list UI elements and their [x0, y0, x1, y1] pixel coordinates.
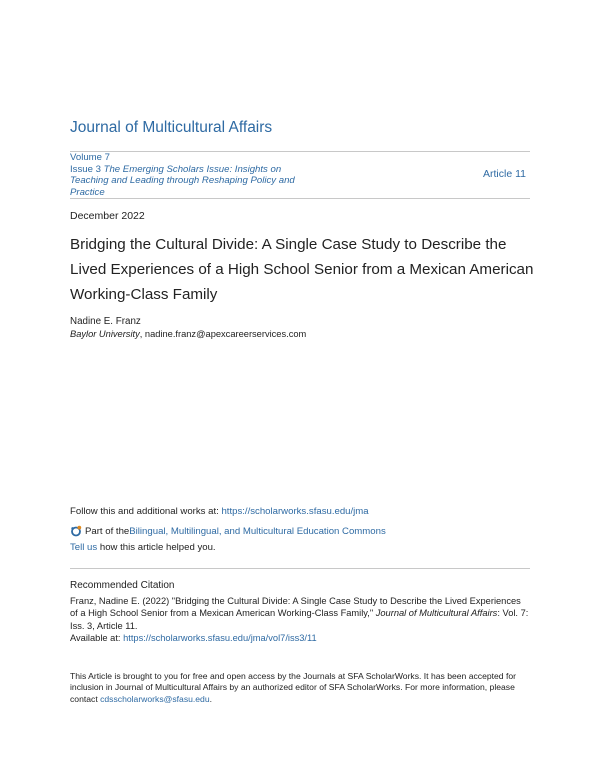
- volume-issue-block[interactable]: [70, 152, 310, 198]
- part-of-text: Part of the: [85, 525, 130, 537]
- article-number-link[interactable]: Article 11: [483, 168, 526, 180]
- article-title: Bridging the Cultural Divide: A Single Case Study to Describe the Lived Experiences of a High School Senior from a Mexican American Working-Class Family: [70, 236, 534, 303]
- citation-journal: Journal of Multicultural Affairs: [375, 608, 498, 619]
- follow-line: [70, 506, 369, 517]
- issue-title: The Emerging Scholars Issue: Insights on Teaching and Leading through Reshaping Policy and Practice: [70, 163, 295, 198]
- commons-network-icon: [70, 525, 82, 537]
- author-affiliation: [70, 329, 306, 339]
- issue-link[interactable]: [70, 164, 310, 199]
- citation-heading: Recommended Citation: [70, 580, 175, 591]
- publication-date: December 2022: [70, 210, 145, 222]
- tell-us-link[interactable]: Tell us: [70, 542, 98, 553]
- affiliation-name: Baylor University: [70, 329, 140, 339]
- issue-number: Issue 3: [70, 163, 101, 175]
- author-name: Nadine E. Franz: [70, 316, 141, 327]
- citation-url-link[interactable]: https://scholarworks.sfasu.edu/jma/vol7/iss3/11: [123, 633, 317, 644]
- citation-volume: : Vol. 7: Iss. 3, Article 11.: [70, 608, 529, 631]
- follow-url-link[interactable]: https://scholarworks.sfasu.edu/jma: [221, 506, 369, 517]
- notice-end: .: [209, 693, 213, 704]
- notice-text: This Article is brought to you for free and open access by the Journals at SFA ScholarWorks. It has been accepted for inclusion in Journal of Multicultural Affairs by an authorized editor of SFA ScholarWorks. For more information, please contact: [70, 671, 517, 704]
- commons-link[interactable]: Bilingual, Multilingual, and Multicultural Education Commons: [129, 525, 386, 537]
- citation-text: Franz, Nadine E. (2022) "Bridging the Cultural Divide: A Single Case Study to Describe the Lived Experiences of a High School Senior from a Mexican American Working-Class Family,": [70, 596, 521, 619]
- tell-us-text: how this article helped you.: [97, 542, 216, 553]
- journal-title-link[interactable]: Journal of Multicultural Affairs: [70, 119, 273, 136]
- author-email: , nadine.franz@apexcareerservices.com: [139, 329, 307, 339]
- available-label: Available at:: [70, 633, 124, 644]
- follow-text: Follow this and additional works at:: [70, 506, 222, 517]
- access-notice: [70, 671, 530, 705]
- bottom-divider: [70, 198, 530, 199]
- part-of-line: [70, 525, 386, 537]
- contact-email-link[interactable]: cdsscholarworks@sfasu.edu: [100, 693, 210, 704]
- citation-divider: [70, 568, 530, 569]
- tell-us-line: [70, 542, 216, 553]
- volume-link[interactable]: Volume 7: [70, 152, 111, 163]
- citation-body: [70, 595, 530, 645]
